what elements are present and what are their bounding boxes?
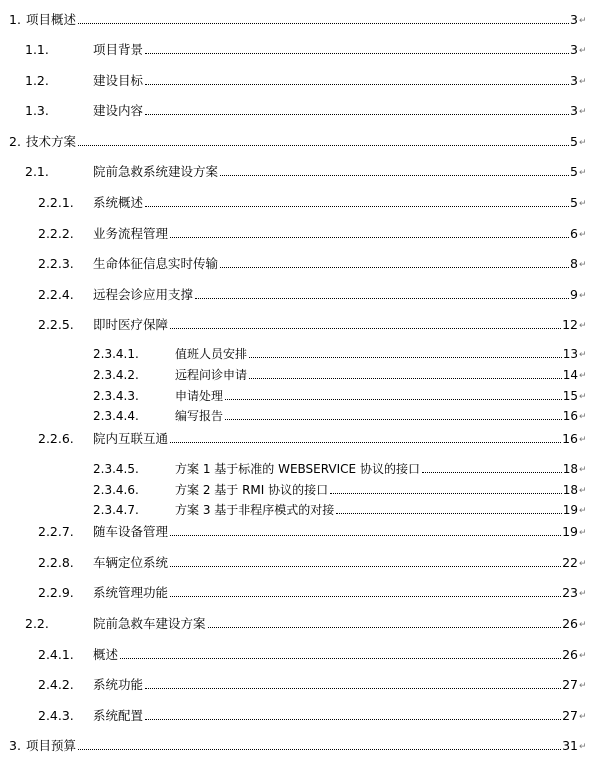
toc-entry-title: 远程会诊应用支撑 [93, 287, 194, 302]
paragraph-mark-icon: ↵ [579, 392, 587, 402]
toc-dot-leader [170, 596, 561, 597]
toc-entry[interactable] [0, 101, 598, 121]
paragraph-mark-icon: ↵ [579, 486, 587, 496]
toc-entry[interactable] [0, 406, 598, 426]
toc-entry-number: 2.2. [25, 616, 49, 631]
toc-dot-leader [78, 23, 569, 24]
paragraph-mark-icon: ↵ [579, 168, 587, 178]
toc-entry-title: 项目预算 [26, 738, 77, 753]
toc-dot-leader [170, 237, 569, 238]
toc-dot-leader [170, 442, 561, 443]
toc-entry-number: 2. [9, 134, 21, 149]
paragraph-mark-icon: ↵ [579, 138, 587, 148]
toc-entry-title: 生命体征信息实时传输 [93, 256, 219, 271]
toc-entry-title: 建设内容 [93, 103, 144, 118]
toc-entry-page-number: 3 [570, 12, 578, 27]
toc-entry[interactable] [0, 40, 598, 60]
toc-entry[interactable] [0, 344, 598, 364]
toc-entry-title: 远程问诊申请 [175, 368, 248, 382]
toc-entry-number: 2.2.5. [38, 317, 74, 332]
paragraph-mark-icon: ↵ [579, 435, 587, 445]
toc-entry-page-number: 3 [570, 103, 578, 118]
toc-entry-number: 2.2.7. [38, 524, 74, 539]
toc-dot-leader [422, 472, 562, 473]
toc-entry-page-number: 15 [562, 389, 578, 403]
toc-entry-page-number: 27 [562, 708, 578, 723]
toc-entry-page-number: 8 [570, 256, 578, 271]
toc-entry-page-number: 18 [562, 483, 578, 497]
paragraph-mark-icon: ↵ [579, 528, 587, 538]
paragraph-mark-icon: ↵ [579, 291, 587, 301]
toc-entry[interactable] [0, 254, 598, 274]
toc-entry-title: 车辆定位系统 [93, 555, 169, 570]
toc-entry-page-number: 13 [562, 347, 578, 361]
toc-dot-leader [220, 175, 569, 176]
toc-entry-title: 院前急救系统建设方案 [93, 164, 219, 179]
toc-entry-page-number: 18 [562, 462, 578, 476]
toc-entry-number: 2.2.2. [38, 226, 74, 241]
toc-entry-title: 业务流程管理 [93, 226, 169, 241]
toc-entry-title: 系统管理功能 [93, 585, 169, 600]
paragraph-mark-icon: ↵ [579, 16, 587, 26]
toc-dot-leader [336, 513, 561, 514]
toc-entry-number: 2.3.4.1. [93, 347, 139, 361]
paragraph-mark-icon: ↵ [579, 506, 587, 516]
toc-entry-number: 2.2.3. [38, 256, 74, 271]
toc-dot-leader [120, 658, 561, 659]
toc-entry[interactable] [0, 365, 598, 385]
toc-entry-title: 概述 [93, 647, 119, 662]
toc-entry[interactable] [0, 429, 598, 449]
toc-entry-page-number: 5 [570, 195, 578, 210]
paragraph-mark-icon: ↵ [579, 199, 587, 209]
paragraph-mark-icon: ↵ [579, 107, 587, 117]
paragraph-mark-icon: ↵ [579, 559, 587, 569]
toc-entry-title: 系统配置 [93, 708, 144, 723]
toc-entry-page-number: 16 [562, 409, 578, 423]
toc-entry-page-number: 27 [562, 677, 578, 692]
paragraph-mark-icon: ↵ [579, 620, 587, 630]
toc-entry-number: 2.3.4.4. [93, 409, 139, 423]
toc-entry-title: 院内互联互通 [93, 431, 169, 446]
paragraph-mark-icon: ↵ [579, 321, 587, 331]
toc-entry-number: 2.1. [25, 164, 49, 179]
toc-entry-number: 1.2. [25, 73, 49, 88]
toc-entry-page-number: 5 [570, 164, 578, 179]
paragraph-mark-icon: ↵ [579, 412, 587, 422]
toc-dot-leader [208, 627, 562, 628]
paragraph-mark-icon: ↵ [579, 46, 587, 56]
toc-entry-number: 1. [9, 12, 21, 27]
toc-dot-leader [170, 328, 561, 329]
toc-dot-leader [249, 357, 562, 358]
paragraph-mark-icon: ↵ [579, 350, 587, 360]
toc-entry-number: 2.2.9. [38, 585, 74, 600]
toc-entry-number: 2.3.4.3. [93, 389, 139, 403]
toc-dot-leader [145, 53, 569, 54]
toc-entry[interactable] [0, 583, 598, 603]
toc-dot-leader [78, 145, 569, 146]
paragraph-mark-icon: ↵ [579, 742, 587, 752]
toc-entry[interactable] [0, 10, 598, 30]
toc-entry[interactable] [0, 315, 598, 335]
toc-entry-number: 2.2.1. [38, 195, 74, 210]
toc-entry-number: 1.3. [25, 103, 49, 118]
toc-dot-leader [145, 688, 561, 689]
toc-entry[interactable] [0, 480, 598, 500]
toc-entry[interactable] [0, 71, 598, 91]
paragraph-mark-icon: ↵ [579, 77, 587, 87]
toc-entry-title: 编写报告 [175, 409, 224, 423]
paragraph-mark-icon: ↵ [579, 371, 587, 381]
toc-entry[interactable] [0, 224, 598, 244]
toc-dot-leader [78, 749, 561, 750]
toc-entry-page-number: 23 [562, 585, 578, 600]
toc-dot-leader [145, 206, 569, 207]
toc-entry-number: 2.3.4.2. [93, 368, 139, 382]
toc-entry-number: 2.4.3. [38, 708, 74, 723]
paragraph-mark-icon: ↵ [579, 712, 587, 722]
toc-entry-page-number: 9 [570, 287, 578, 302]
toc-entry-title: 项目概述 [26, 12, 77, 27]
toc-entry-number: 2.4.2. [38, 677, 74, 692]
toc-entry-title: 方案 2 基于 RMI 协议的接口 [175, 483, 329, 497]
paragraph-mark-icon: ↵ [579, 465, 587, 475]
toc-entry-number: 2.4.1. [38, 647, 74, 662]
toc-entry[interactable] [0, 162, 598, 182]
toc-entry[interactable] [0, 645, 598, 665]
paragraph-mark-icon: ↵ [579, 589, 587, 599]
toc-entry[interactable] [0, 459, 598, 479]
toc-entry[interactable] [0, 386, 598, 406]
toc-entry-title: 方案 3 基于非程序模式的对接 [175, 503, 335, 517]
toc-dot-leader [170, 535, 561, 536]
toc-entry-title: 即时医疗保障 [93, 317, 169, 332]
toc-entry[interactable] [0, 614, 598, 634]
toc-entry-page-number: 5 [570, 134, 578, 149]
paragraph-mark-icon: ↵ [579, 260, 587, 270]
toc-entry-page-number: 16 [562, 431, 578, 446]
toc-entry-page-number: 19 [562, 524, 578, 539]
toc-entry[interactable] [0, 522, 598, 542]
toc-entry[interactable] [0, 736, 598, 756]
toc-dot-leader [145, 719, 561, 720]
toc-entry-page-number: 31 [562, 738, 578, 753]
toc-entry[interactable] [0, 675, 598, 695]
toc-entry-number: 2.2.6. [38, 431, 74, 446]
toc-entry-title: 随车设备管理 [93, 524, 169, 539]
toc-dot-leader [145, 84, 569, 85]
toc-entry-title: 方案 1 基于标准的 WEBSERVICE 协议的接口 [175, 462, 420, 476]
toc-entry-page-number: 22 [562, 555, 578, 570]
toc-dot-leader [225, 399, 562, 400]
toc-entry-title: 技术方案 [26, 134, 77, 149]
toc-entry[interactable] [0, 500, 598, 520]
toc-entry-title: 建设目标 [93, 73, 144, 88]
toc-entry-number: 1.1. [25, 42, 49, 57]
toc-entry[interactable] [0, 132, 598, 152]
toc-entry[interactable] [0, 193, 598, 213]
toc-entry-number: 2.2.4. [38, 287, 74, 302]
toc-entry-page-number: 3 [570, 73, 578, 88]
toc-dot-leader [170, 566, 561, 567]
paragraph-mark-icon: ↵ [579, 681, 587, 691]
toc-entry-page-number: 12 [562, 317, 578, 332]
toc-dot-leader [249, 378, 562, 379]
toc-dot-leader [145, 114, 569, 115]
toc-entry-page-number: 3 [570, 42, 578, 57]
toc-entry-page-number: 14 [562, 368, 578, 382]
toc-entry-title: 院前急救车建设方案 [93, 616, 206, 631]
toc-dot-leader [225, 419, 562, 420]
toc-entry[interactable] [0, 285, 598, 305]
toc-entry-number: 3. [9, 738, 21, 753]
toc-entry-page-number: 19 [562, 503, 578, 517]
toc-entry-title: 申请处理 [175, 389, 224, 403]
toc-entry-page-number: 6 [570, 226, 578, 241]
toc-entry-number: 2.2.8. [38, 555, 74, 570]
toc-entry-title: 项目背景 [93, 42, 144, 57]
toc-dot-leader [195, 298, 569, 299]
toc-dot-leader [330, 493, 562, 494]
toc-entry-title: 系统功能 [93, 677, 144, 692]
toc-entry-number: 2.3.4.7. [93, 503, 139, 517]
toc-entry-number: 2.3.4.6. [93, 483, 139, 497]
paragraph-mark-icon: ↵ [579, 651, 587, 661]
toc-dot-leader [220, 267, 569, 268]
toc-entry[interactable] [0, 706, 598, 726]
toc-entry-title: 系统概述 [93, 195, 144, 210]
toc-entry[interactable] [0, 553, 598, 573]
toc-entry-title: 值班人员安排 [175, 347, 248, 361]
toc-entry-page-number: 26 [562, 616, 578, 631]
toc-entry-page-number: 26 [562, 647, 578, 662]
paragraph-mark-icon: ↵ [579, 230, 587, 240]
toc-entry-number: 2.3.4.5. [93, 462, 139, 476]
